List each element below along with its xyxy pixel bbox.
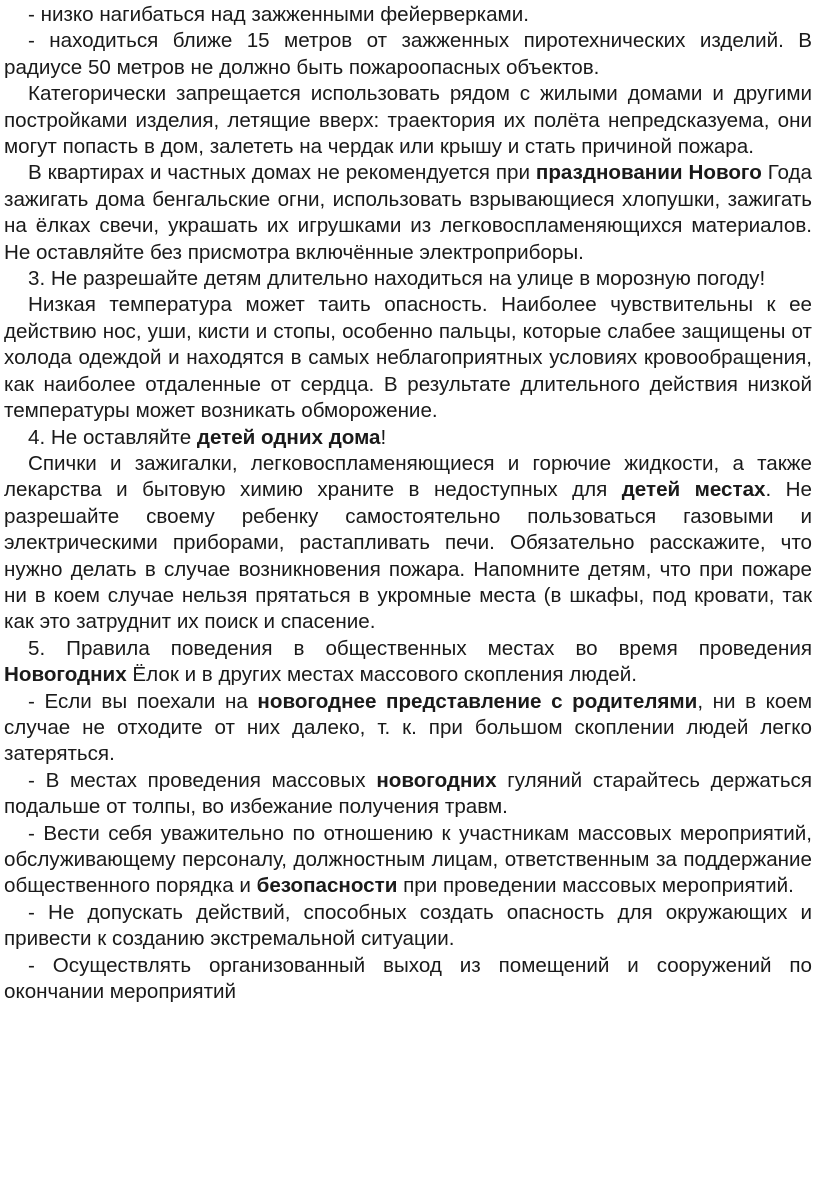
text-run: Года зажигать дома бенгальские огни, использовать взрывающиеся хлопушки, зажигать на ёлках свечи, украшать их игрушками из легковоспламеняющихся материалов. Не оставляйте без присмотра включённые электроприборы. [4,161,813,264]
text-run: 5. Правила поведения в общественных местах во время проведения [28,636,812,660]
paragraph [4,292,812,424]
paragraph [4,821,812,900]
text-run: ! [380,425,387,449]
paragraph [4,2,812,28]
text-run: 3. Не разрешайте детям длительно находиться на улице в морозную погоду! [28,267,766,291]
paragraph [4,81,812,160]
bold-text: новогодних [376,768,497,792]
text-run: Спички и зажигалки, легковоспламеняющиеся и горючие жидкости, а также лекарства и бытовую химию храните в недоступных для [4,451,812,502]
paragraph [4,266,812,292]
paragraph [4,636,812,689]
text-run: . Не разрешайте своему ребенку самостоятельно пользоваться газовыми и электрическими приборами, растапливать печи. Обязательно расскажите, что нужно делать в случае возникновения пожара. Напомните детям, что при пожаре ни в коем случае нельзя прятаться в укромные места (в шкафы, под кровати, так как это затруднит их поиск и спасение. [4,478,812,634]
bold-text: праздновании Нового [535,161,762,185]
text-run: - В местах проведения массовых [28,768,377,792]
text-run: - Осуществлять организованный выход из помещений и сооружений по окончании мероприятий [4,953,812,1004]
text-run: - находиться ближе 15 метров от зажженных пиротехнических изделий. В радиусе 50 метров не должно быть пожароопасных объектов. [4,29,812,79]
bold-text: Новогодних [4,663,127,687]
text-run: гуляний старайтесь держаться подальше от толпы, во избежание получения травм. [4,768,812,819]
text-run: , ни в коем случае не отходите от них далеко, т. к. при большом скоплении людей легко затеряться. [4,689,812,766]
paragraph [4,768,812,821]
bold-text: безопасности [256,874,398,898]
paragraph [4,160,812,266]
bold-text: детей одних дома [196,425,381,449]
paragraph [4,425,812,451]
bold-text: детей местах [621,478,766,502]
paragraph [4,900,812,953]
text-run: - Вести себя уважительно по отношению к участникам массовых мероприятий, обслуживающему персоналу, должностным лицам, ответственным за поддержание общественного порядка и [4,821,812,898]
paragraph [4,28,812,81]
text-run: Низкая температура может таить опасность. Наиболее чувствительны к ее действию нос, уши, кисти и стопы, особенно пальцы, которые слабее защищены от холода одеждой и находятся в самых неблагоприятных условиях кровообращения, как наиболее отдаленные от сердца. В результате длительного действия низкой температуры может возникать обморожение. [4,293,812,423]
paragraph [4,953,812,1006]
text-run: Категорически запрещается использовать рядом с жилыми домами и другими постройками изделия, летящие вверх: траектория их полёта непредсказуема, они могут попасть в дом, залететь на чердак или крышу и стать причиной пожара. [4,82,812,159]
text-run: Ёлок и в других местах массового скопления людей. [126,663,637,687]
paragraph [4,451,812,636]
text-run: - Если вы поехали на [28,689,258,713]
text-run: - низко нагибаться над зажженными фейерверками. [28,3,529,26]
paragraph [4,689,812,768]
text-run: при проведении массовых мероприятий. [397,874,794,898]
document-body [4,2,812,1005]
text-run: В квартирах и частных домах не рекомендуется при [28,161,536,185]
bold-text: новогоднее представление с родителями [257,689,698,713]
text-run: - Не допускать действий, способных создать опасность для окружающих и привести к созданию экстремальной ситуации. [4,900,812,951]
text-run: 4. Не оставляйте [28,425,197,449]
